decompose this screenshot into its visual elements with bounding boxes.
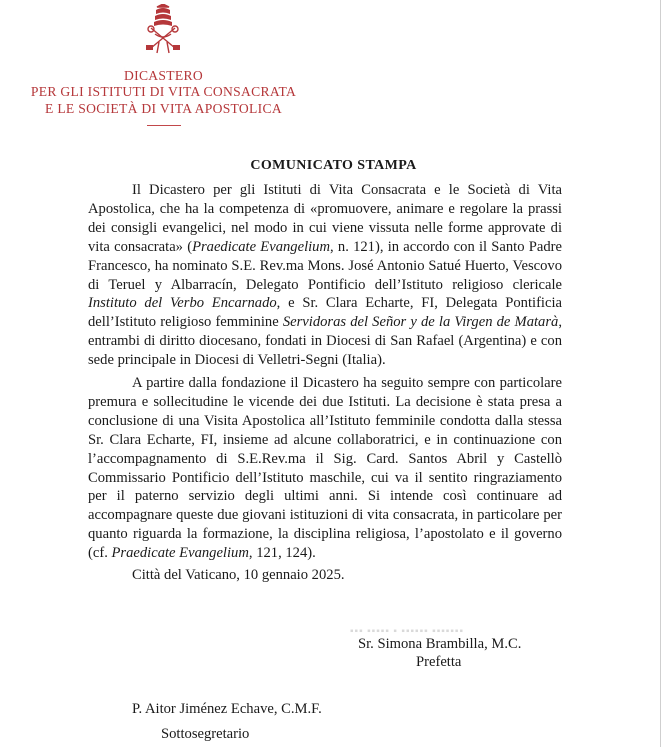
p1-text-2: , n. 121), in accordo con il Santo Padre Francesco, ha nominato S.E. Rev.ma Mons. José Antonio Satué Huerto, Vescovo di Teruel y Albarracín, Delegato Pontificio dell’Istituto religioso clericale bbox=[88, 238, 562, 293]
prefect-title: Prefetta bbox=[416, 654, 462, 670]
document-heading: COMUNICATO STAMPA bbox=[250, 158, 417, 173]
letterhead-line-1: DICASTERO bbox=[124, 68, 203, 83]
page-edge-rule bbox=[660, 0, 661, 747]
p1-institute-name-2: Servidoras del Señor y de la Virgen de Matarà bbox=[282, 314, 559, 331]
letterhead-divider bbox=[147, 125, 181, 126]
p1-citation: Praedicate Evangelium bbox=[192, 238, 331, 255]
p1-text-4: , entrambi di diritto diocesano, fondati in Diocesi di San Rafael (Argentina) e con sede principale in Diocesi di Velletri-Segni (Italia). bbox=[88, 314, 562, 369]
papal-crest-icon bbox=[141, 4, 185, 54]
prefect-name: Sr. Simona Brambilla, M.C. bbox=[358, 636, 522, 652]
p2-text-2: , 121, 124). bbox=[248, 545, 316, 562]
signature-stamp-faint: ▪▪▪ ▪▪▪▪▪ ▪ ▪▪▪▪▪▪ ▪▪▪▪▪▪▪ bbox=[350, 626, 464, 637]
paragraph-1 bbox=[88, 181, 562, 370]
letterhead-line-3: E LE SOCIETÀ DI VITA APOSTOLICA bbox=[45, 101, 282, 116]
p1-text-3: , e Sr. Clara Echarte, FI, Delegata Pontificia dell’Istituto religioso femminine bbox=[88, 295, 562, 331]
p2-text-1: A partire dalla fondazione il Dicastero ha seguito sempre con particolare premura e sollecitudine le vicende dei due Istituti. La decisione è stata presa a conclusione di una Visita Apostolica all’Istituto femminile condotta dalla stessa Sr. Clara Echarte, FI, insieme ad alcune collaboratrici, e in continuazione con l’accompagnamento di S.E.Rev.ma il Sig. Card. Santos Abril y Castellò Commissario Pontificio dell’Istituto maschile, cui va il sentito ringraziamento per il paterno servizio degli ultimi anni. Si intende così continuare ad accompagnare queste due giovani istituzioni di vita consacrata, in particolare per quanto riguarda la formazione, la disciplina religiosa, l’apostolato e il governo (cf. bbox=[88, 375, 562, 562]
letterhead-line-2: PER GLI ISTITUTI DI VITA CONSACRATA bbox=[30, 84, 297, 99]
p1-text-1: Il Dicastero per gli Istituti di Vita Consacrata e le Società di Vita Apostolica, che ha la competenza di «promuovere, animare e regolare la prassi dei consigli evangelici, nel modo in cui viene vissuta nelle forme approvate di vita consacrata» ( bbox=[88, 182, 562, 255]
place-date-line: Città del Vaticano, 10 gennaio 2025. bbox=[132, 567, 345, 583]
secretary-name: P. Aitor Jiménez Echave, C.M.F. bbox=[132, 701, 322, 717]
paragraph-2 bbox=[88, 374, 562, 563]
secretary-title: Sottosegretario bbox=[161, 726, 250, 742]
p2-citation: Praedicate Evangelium bbox=[111, 545, 249, 562]
p1-institute-name: Instituto del Verbo Encarnado bbox=[88, 295, 277, 312]
